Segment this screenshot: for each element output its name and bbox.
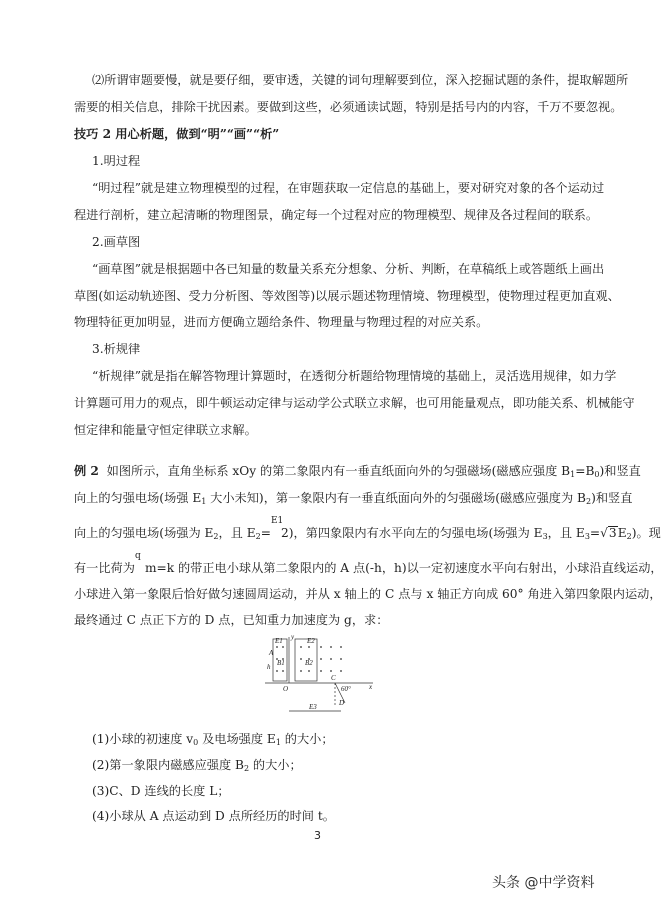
- example-label: 例 2: [74, 464, 99, 478]
- question-1: (1)小球的初速度 $v_0$ 及电场强度 $E_1$ 的大小；: [92, 732, 334, 747]
- fraction: E1: [270, 516, 284, 526]
- diagram-label: E1: [275, 637, 283, 645]
- diagram-label: E3: [309, 703, 317, 711]
- diagram-label: x: [369, 683, 373, 691]
- section-heading: 技巧 2 用心析题，做到“明”“画”“析”: [74, 127, 280, 141]
- question-3: (3)C、D 连线的长度 L；: [92, 784, 230, 798]
- diagram-label: B2: [305, 659, 313, 667]
- example-line: 例 2 如图所示，直角坐标系 xOy 的第二象限内有一垂直纸面向外的匀强磁场(磁感应强度 $B_1=B_0$)和竖直: [74, 464, 641, 479]
- paragraph-line: 恒定律和能量守恒定律联立求解。: [74, 423, 257, 437]
- paragraph-line: 计算题可用力的观点，即牛顿运动定律与运动学公式联立求解，也可用能量观点，即功能关系、机械能守: [74, 396, 635, 410]
- paragraph-line: “明过程”就是建立物理模型的过程，在审题获取一定信息的基础上，要对研究对象的各个运动过: [92, 181, 605, 195]
- example-line: 小球进入第一象限后恰好做匀速圆周运动，并从 x 轴上的 C 点与 x 轴正方向成 60° 角进入第四象限内运动，: [74, 587, 662, 601]
- example-line: 有一比荷为 q m=k 的带正电小球从第二象限内的 A 点(-h，h)以一定初速度水平向右射出，小球沿直线运动，: [74, 551, 663, 575]
- diagram-label: h: [267, 663, 271, 671]
- example-line: 向上的匀强电场(场强 $E_1$ 大小未知)，第一象限内有一垂直纸面向外的匀强磁场(磁感应强度为 $B_2$)和竖直: [74, 491, 633, 506]
- question-4: (4)小球从 A 点运动到 D 点所经历的时间 t。: [92, 809, 335, 823]
- paragraph-line: “画草图”就是根据题中各已知量的数量关系充分想象、分析、判断，在草稿纸上或答题纸上画出: [92, 262, 605, 276]
- watermark: 头条 @中学资料: [492, 875, 595, 891]
- paragraph-line: 草图(如运动轨迹图、受力分析图、等效图等)以展示题述物理情境、物理模型，使物理过程更加直观、: [74, 289, 620, 303]
- example-line: 最终通过 C 点正下方的 D 点，已知重力加速度为 g，求：: [74, 613, 389, 627]
- paragraph-line: 需要的相关信息，排除干扰因素。要做到这些，必须通读试题，特别是括号内的内容，千万不要忽视。: [74, 100, 623, 114]
- diagram-label: B1: [277, 659, 285, 667]
- example-line: 向上的匀强电场(场强为 $E_2$，且 $E_2=$ E1 2)，第四象限内有水平向左的匀强电场(场强为 $E_3$，且 $E_3=√3E_2$)。现: [74, 516, 661, 541]
- diagram-label: C: [331, 674, 336, 682]
- fraction: q: [134, 551, 141, 561]
- diagram-label: y: [291, 633, 295, 641]
- paragraph-line: “析规律”就是指在解答物理计算题时，在透彻分析题给物理情境的基础上，灵活选用规律，如力学: [92, 369, 617, 383]
- paragraph-line: 程进行剖析，建立起清晰的物理图景，确定每一个过程对应的物理模型、规律及各过程间的联系。: [74, 208, 599, 222]
- subheading: 2.画草图: [92, 235, 141, 249]
- subheading: 3.析规律: [92, 342, 141, 356]
- page-number: 3: [314, 829, 321, 842]
- question-2: (2)第一象限内磁感应强度 $B_2$ 的大小；: [92, 758, 302, 773]
- diagram-label: E2: [307, 637, 315, 645]
- diagram-label: A: [269, 649, 274, 657]
- diagram-label: 60°: [341, 685, 351, 693]
- physics-diagram: [265, 633, 375, 715]
- subheading: 1.明过程: [92, 154, 141, 168]
- paragraph-line: ⑵所谓审题要慢，就是要仔细，要审透，关键的词句理解要到位，深入挖掘试题的条件，提取解题所: [92, 73, 629, 87]
- diagram-label: O: [283, 685, 289, 693]
- paragraph-line: 物理特征更加明显，进而方便确立题给条件、物理量与物理过程的对应关系。: [74, 315, 489, 329]
- diagram-label: D: [339, 699, 345, 707]
